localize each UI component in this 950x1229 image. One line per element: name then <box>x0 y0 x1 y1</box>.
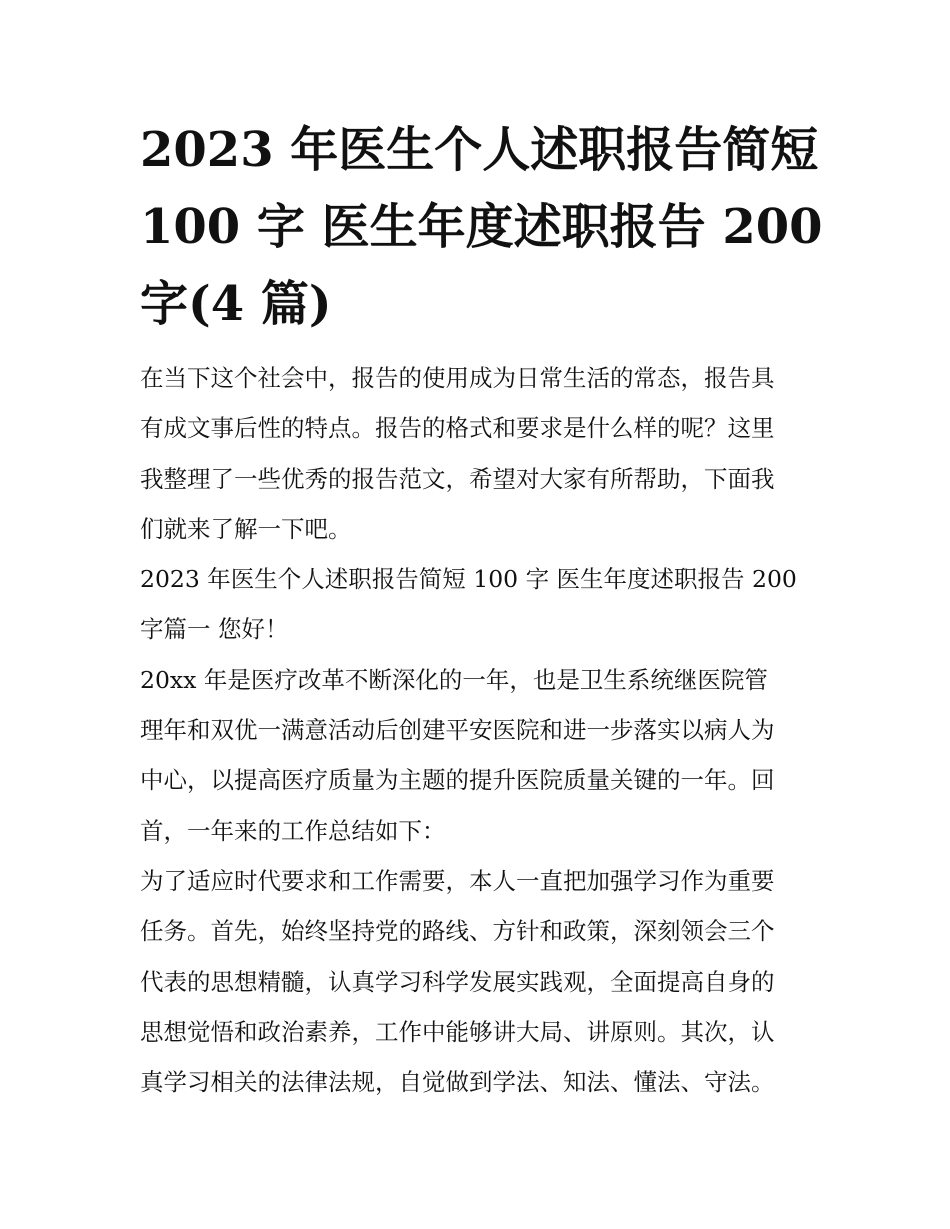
body-line: 有成文事后性的特点。报告的格式和要求是什么样的呢？这里 <box>140 414 775 443</box>
body-line: 思想觉悟和政治素养，工作中能够讲大局、讲原则。其次，认 <box>140 1017 775 1046</box>
body-line: 在当下这个社会中，报告的使用成为日常生活的常态，报告具 <box>140 364 775 392</box>
title-line: 2023 年医生个人述职报告简短 <box>140 122 819 178</box>
body-line: 任务。首先，始终坚持党的路线、方针和政策，深刻领会三个 <box>140 917 775 946</box>
document-body <box>140 353 820 1107</box>
body-line: 字篇一 您好！ <box>140 615 289 644</box>
body-line: 2023 年医生个人述职报告简短 100 字 医生年度述职报告 200 <box>140 565 797 594</box>
body-line: 真学习相关的法律法规，自觉做到学法、知法、懂法、守法。 <box>140 1068 775 1097</box>
body-line: 们就来了解一下吧。 <box>140 514 352 543</box>
body-line: 为了适应时代要求和工作需要，本人一直把加强学习作为重要 <box>140 866 775 895</box>
title-line: 100 字 医生年度述职报告 200 <box>140 199 823 255</box>
document-title <box>140 112 823 343</box>
title-line: 字(4 篇) <box>140 276 332 332</box>
body-line: 我整理了一些优秀的报告范文，希望对大家有所帮助，下面我 <box>140 464 775 493</box>
body-line: 代表的思想精髓，认真学习科学发展实践观，全面提高自身的 <box>140 967 775 996</box>
body-line: 中心，以提高医疗质量为主题的提升医院质量关键的一年。回 <box>140 766 775 795</box>
body-line: 理年和双优一满意活动后创建平安医院和进一步落实以病人为 <box>140 716 775 745</box>
body-line: 20xx 年是医疗改革不断深化的一年，也是卫生系统继医院管 <box>140 665 768 694</box>
document-page <box>140 112 823 1107</box>
body-line: 首，一年来的工作总结如下： <box>140 816 446 845</box>
